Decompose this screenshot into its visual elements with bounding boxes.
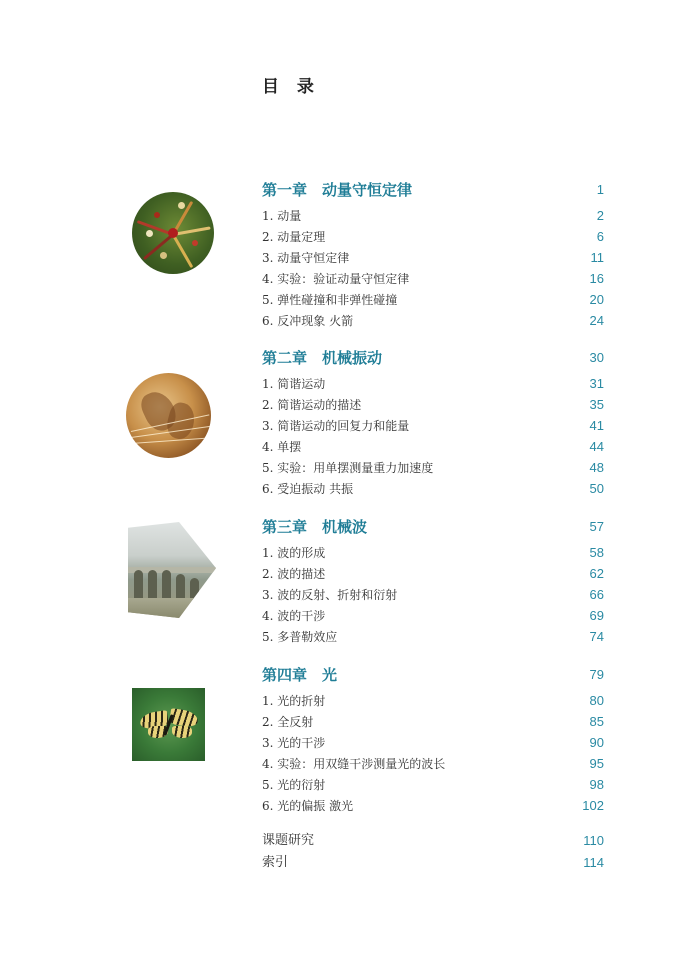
toc-entry[interactable] — [262, 249, 604, 270]
chapter-1 — [262, 180, 604, 333]
toc-entry-page: 16 — [589, 271, 604, 286]
toc-entry-title: 3. 光的干涉 — [262, 736, 326, 750]
toc-entry-page: 90 — [589, 735, 604, 750]
bridge-waves-image — [128, 522, 216, 618]
chapter-heading[interactable] — [262, 180, 604, 207]
chapter-heading[interactable] — [262, 665, 604, 692]
page-title: 目 录 — [262, 77, 320, 97]
chapter-title: 第一章 动量守恒定律 — [262, 181, 413, 199]
toc-entry-title: 4. 单摆 — [262, 440, 302, 454]
toc-entry-title: 6. 反冲现象 火箭 — [262, 314, 354, 328]
toc-entry-title: 6. 光的偏振 激光 — [262, 799, 354, 813]
toc-entry[interactable] — [262, 291, 604, 312]
toc-entry-title: 1. 动量 — [262, 209, 302, 223]
toc-entry[interactable] — [262, 692, 604, 713]
butterfly-image — [132, 688, 205, 761]
molecule-model-image — [132, 190, 214, 276]
toc-entry-page: 24 — [589, 313, 604, 328]
toc-entry[interactable] — [262, 459, 604, 480]
toc-entry-title: 5. 多普勒效应 — [262, 630, 338, 644]
toc-entry-title: 2. 简谐运动的描述 — [262, 398, 362, 412]
toc-entry-title: 2. 波的描述 — [262, 567, 326, 581]
toc-entry[interactable] — [262, 776, 604, 797]
toc-entry-title: 3. 简谐运动的回复力和能量 — [262, 419, 410, 433]
toc-entry-page: 80 — [589, 693, 604, 708]
chapter-title: 第三章 机械波 — [262, 518, 368, 536]
toc-entry-title: 1. 简谐运动 — [262, 377, 326, 391]
toc-entry-title: 4. 波的干涉 — [262, 609, 326, 623]
toc-entry-page: 58 — [589, 545, 604, 560]
chapter-page-number: 1 — [596, 182, 604, 197]
chapter-page-number: 79 — [589, 667, 604, 682]
toc-entry[interactable] — [262, 417, 604, 438]
chapter-title: 第四章 光 — [262, 666, 338, 684]
toc-entry[interactable] — [262, 565, 604, 586]
toc-entry[interactable] — [262, 832, 604, 854]
toc-entry[interactable] — [262, 628, 604, 649]
toc-entry[interactable] — [262, 544, 604, 565]
chapter-heading[interactable] — [262, 348, 604, 375]
chapter-page-number: 30 — [589, 350, 604, 365]
toc-entry-title: 索引 — [262, 855, 289, 870]
toc-entry-page: 85 — [589, 714, 604, 729]
toc-entry-page: 20 — [589, 292, 604, 307]
toc-entry-title: 5. 光的衍射 — [262, 778, 326, 792]
toc-entry[interactable] — [262, 375, 604, 396]
toc-entry-page: 69 — [589, 608, 604, 623]
toc-entry-page: 2 — [596, 208, 604, 223]
toc-entry[interactable] — [262, 797, 604, 818]
chapter-page-number: 57 — [589, 519, 604, 534]
toc-entry[interactable] — [262, 586, 604, 607]
toc-entry-title: 4. 实验：用双缝干涉测量光的波长 — [262, 757, 446, 771]
toc-entry-page: 98 — [589, 777, 604, 792]
toc-entry[interactable] — [262, 270, 604, 291]
toc-entry[interactable] — [262, 734, 604, 755]
toc-entry-title: 课题研究 — [262, 833, 315, 848]
toc-entry-title: 3. 波的反射、折射和衍射 — [262, 588, 398, 602]
toc-entry-title: 6. 受迫振动 共振 — [262, 482, 354, 496]
toc-entry-page: 6 — [596, 229, 604, 244]
toc-entry-page: 48 — [589, 460, 604, 475]
toc-entry[interactable] — [262, 228, 604, 249]
toc-entry-page: 110 — [583, 833, 604, 848]
toc-entry-title: 2. 动量定理 — [262, 230, 326, 244]
toc-entry-title: 1. 波的形成 — [262, 546, 326, 560]
toc-entry[interactable] — [262, 854, 604, 876]
toc-entry-title: 5. 弹性碰撞和非弹性碰撞 — [262, 293, 398, 307]
hands-string-image — [126, 373, 211, 458]
toc-entry-page: 95 — [589, 756, 604, 771]
toc-entry[interactable] — [262, 396, 604, 417]
toc-entry[interactable] — [262, 207, 604, 228]
toc-entry-page: 11 — [590, 250, 604, 265]
toc-entry-title: 2. 全反射 — [262, 715, 314, 729]
chapter-4 — [262, 665, 604, 818]
chapter-heading[interactable] — [262, 517, 604, 544]
toc-entry[interactable] — [262, 713, 604, 734]
chapter-2 — [262, 348, 604, 501]
toc-entry[interactable] — [262, 438, 604, 459]
toc-entry-title: 4. 实验：验证动量守恒定律 — [262, 272, 410, 286]
toc-entry-page: 41 — [589, 418, 604, 433]
toc-entry[interactable] — [262, 480, 604, 501]
toc-entry-page: 50 — [589, 481, 604, 496]
toc-entry[interactable] — [262, 755, 604, 776]
toc-entry-page: 62 — [589, 566, 604, 581]
toc-entry-page: 44 — [589, 439, 604, 454]
toc-entry[interactable] — [262, 312, 604, 333]
toc-entry-page: 35 — [589, 397, 604, 412]
toc-entry-page: 66 — [589, 587, 604, 602]
chapter-title: 第二章 机械振动 — [262, 349, 383, 367]
toc-entry-page: 114 — [583, 855, 604, 870]
toc-entry-title: 3. 动量守恒定律 — [262, 251, 350, 265]
toc-entry-page: 74 — [589, 629, 604, 644]
chapter-3 — [262, 517, 604, 649]
toc-entry-page: 31 — [589, 376, 604, 391]
appendix-list — [262, 832, 604, 876]
toc-entry-title: 1. 光的折射 — [262, 694, 326, 708]
toc-entry[interactable] — [262, 607, 604, 628]
toc-entry-title: 5. 实验：用单摆测量重力加速度 — [262, 461, 434, 475]
toc-entry-page: 102 — [582, 798, 604, 813]
